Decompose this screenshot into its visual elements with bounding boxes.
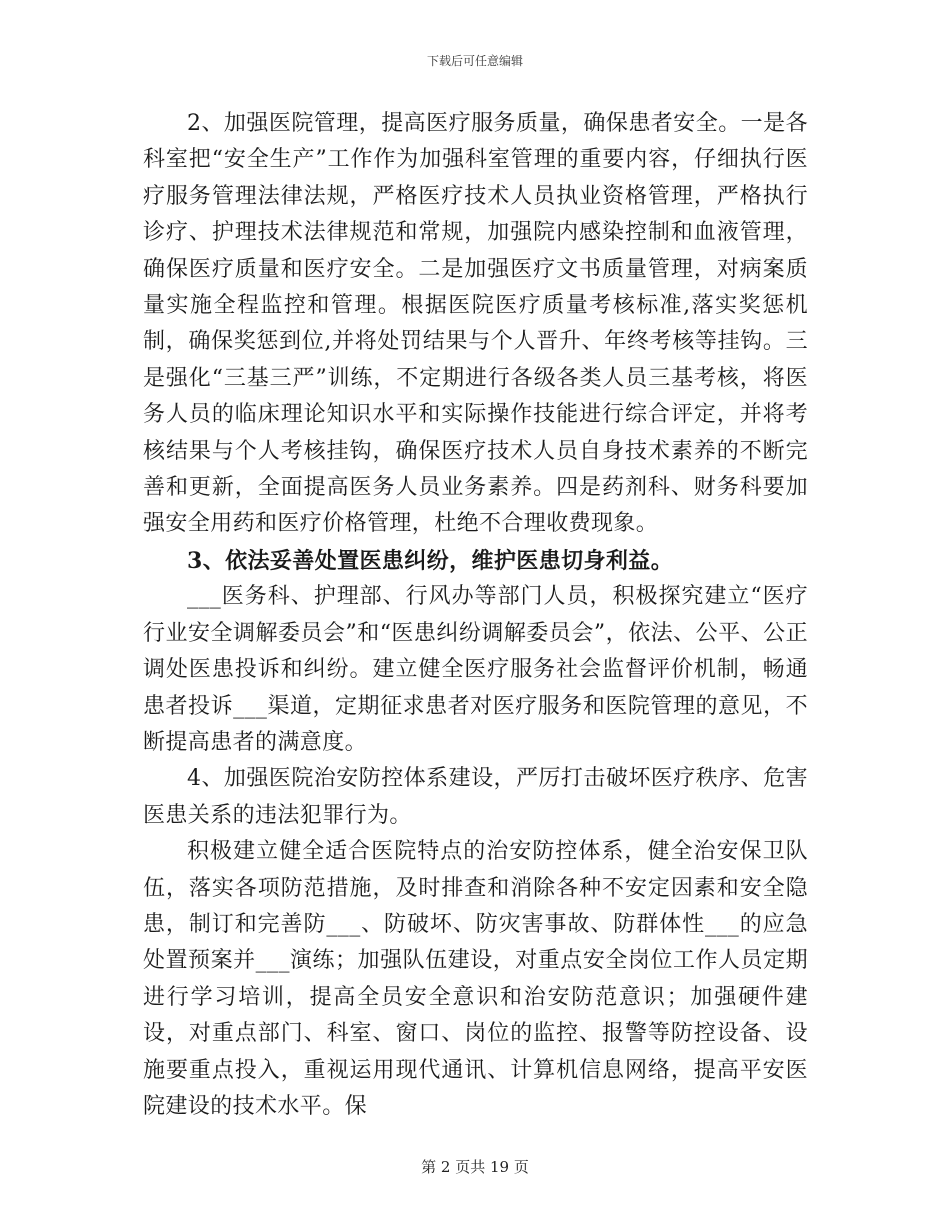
paragraph-dispute-heading: 3、依法妥善处置医患纠纷，维护医患切身利益。	[187, 547, 674, 574]
paragraph-security-system: 积极建立健全适合医院特点的治安防控体系，健全治安保卫队伍，落实各项防范措施，及时排查和消除各种不安定因素和安全隐患，制订和完善防___、防破坏、防灾害事故、防群体性___的应急处置预案并___演练；加强队伍建设，对重点安全岗位工作人员定期进行学习培训，提高全员安全意识和治安防范意识；加强硬件建设，对重点部门、科室、窗口、岗位的监控、报警等防控设备、设施要重点投入，重视运用现代通讯、计算机信息网络，提高平安医院建设的技术水平。保	[143, 839, 808, 1119]
page-footer: 第 2 页共 19 页	[421, 1158, 529, 1176]
page-header: 下载后可任意编辑	[426, 54, 523, 68]
paragraph-dispute-mediation: ___医务科、护理部、行风办等部门人员，积极探究建立“医疗行业安全调解委员会”和“医患纠纷调解委员会”，依法、公平、公正调处医患投诉和纠纷。建立健全医疗服务社会监督评价机制，畅通患者投诉___渠道，定期征求患者对医疗服务和医院管理的意见，不断提高患者的满意度。	[143, 584, 808, 755]
document-body	[143, 106, 808, 1125]
paragraph-hospital-management: 2、加强医院管理，提高医疗服务质量，确保患者安全。一是各科室把“安全生产”工作作为加强科室管理的重要内容，仔细执行医疗服务管理法律法规，严格医疗技术人员执业资格管理，严格执行诊疗、护理技术法律规范和常规，加强院内感染控制和血液管理，确保医疗质量和医疗安全。二是加强医疗文书质量管理，对病案质量实施全程监控和管理。根据医院医疗质量考核标准,落实奖惩机制，确保奖惩到位,并将处罚结果与个人晋升、年终考核等挂钩。三是强化“三基三严”训练，不定期进行各级各类人员三基考核，将医务人员的临床理论知识水平和实际操作技能进行综合评定，并将考核结果与个人考核挂钩，确保医疗技术人员自身技术素养的不断完善和更新，全面提高医务人员业务素养。四是药剂科、财务科要加强安全用药和医疗价格管理，杜绝不合理收费现象。	[143, 111, 808, 537]
paragraph-security-heading: 4、加强医院治安防控体系建设，严厉打击破坏医疗秩序、危害医患关系的违法犯罪行为。	[143, 766, 808, 828]
